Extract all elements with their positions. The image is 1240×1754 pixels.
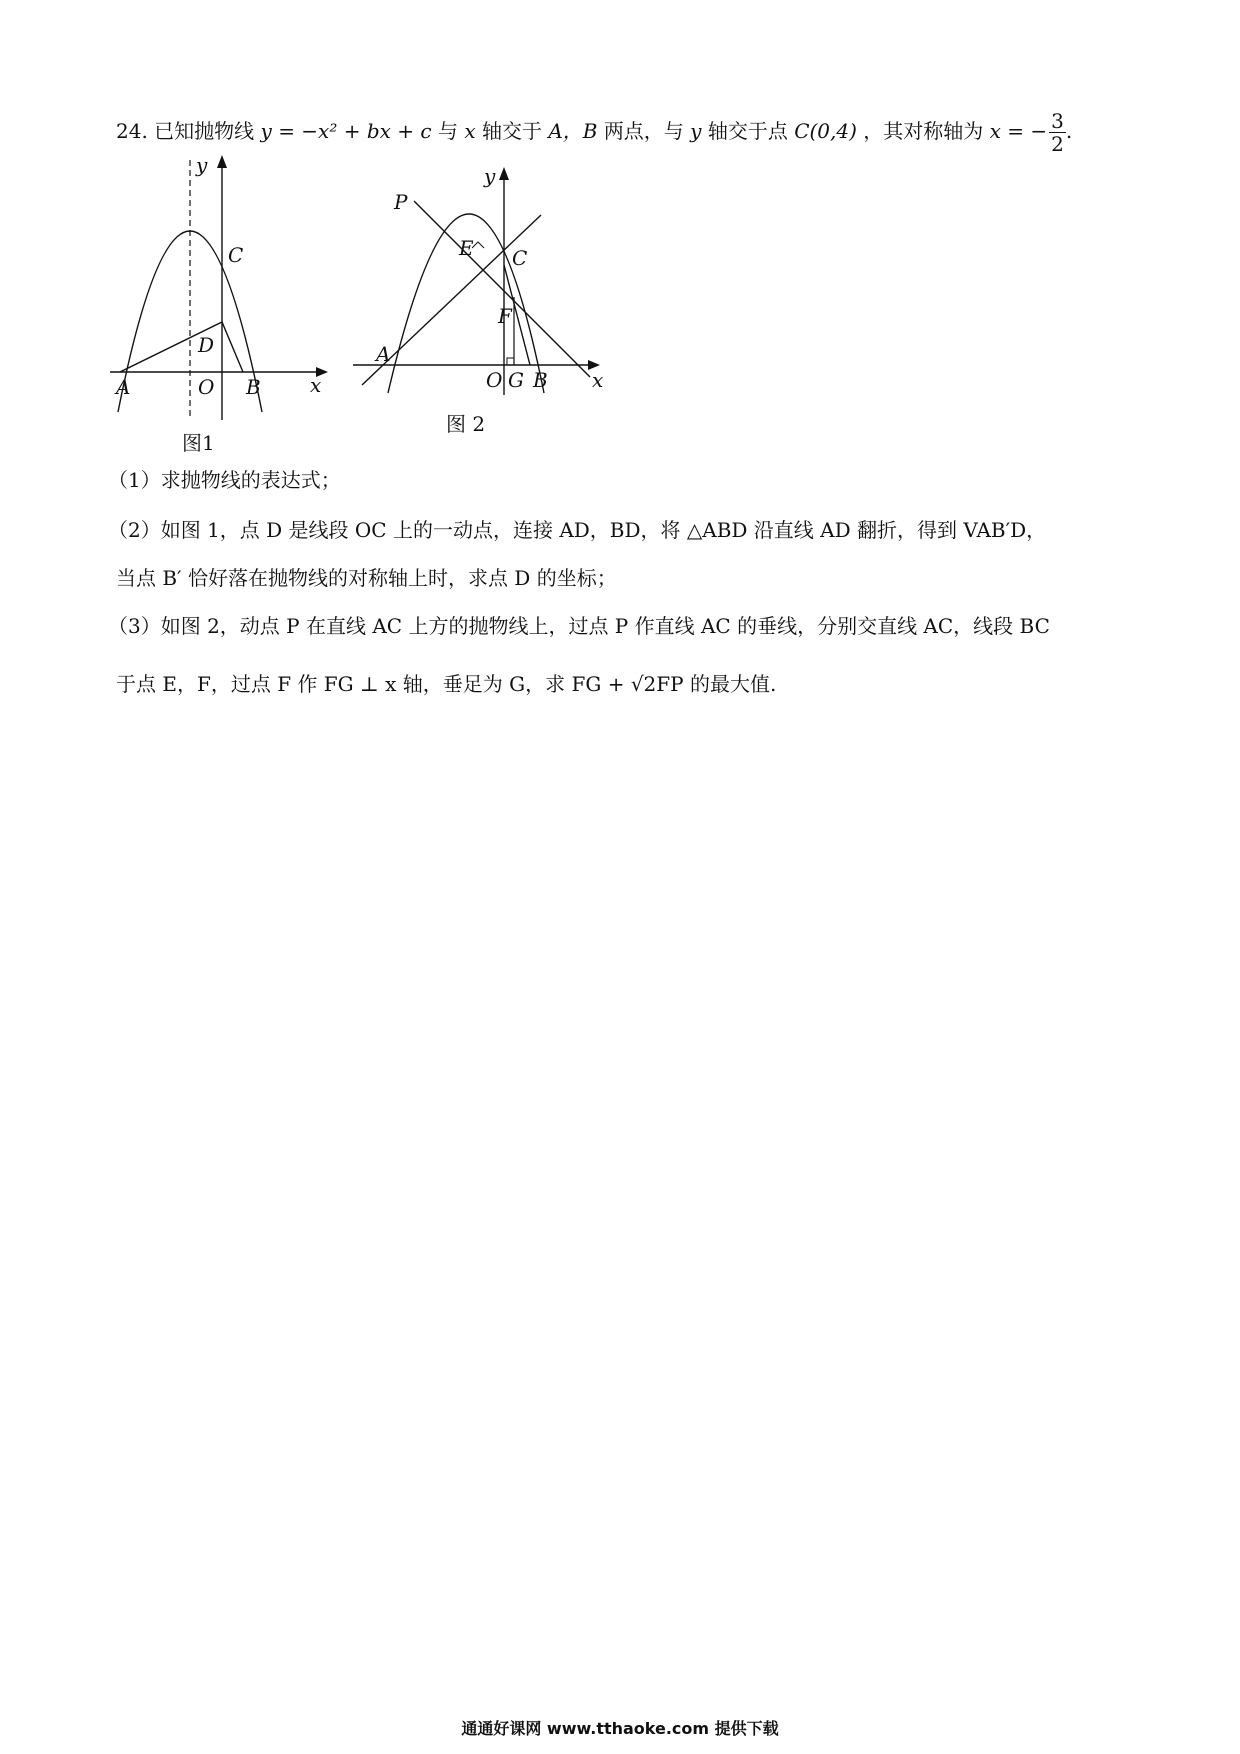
axis-lhs: x = − [989, 119, 1048, 143]
fig1-label-o: O [198, 375, 215, 399]
question-3-line-1: （3）如图 2，动点 P 在直线 AC 上方的抛物线上，过点 P 作直线 AC 的垂线，分别交直线 AC，线段 BC [108, 614, 1050, 638]
fig2-label-o: O [486, 368, 503, 392]
fig2-label-x: x [592, 368, 604, 392]
fig1-caption: 图1 [182, 431, 215, 455]
fig2-label-y: y [484, 165, 496, 188]
footer-text: 通通好课网 www.tthaoke.com 提供下载 [461, 1719, 779, 1738]
intro-text: 与 [437, 119, 458, 143]
figure-2 [348, 165, 618, 455]
intro-text: 两点，与 [603, 119, 684, 143]
problem-statement [116, 110, 1072, 155]
intro-text: 轴交于点 [707, 119, 788, 143]
fig1-y-arrow [217, 155, 227, 168]
fig1-label-x: x [310, 373, 322, 397]
intro-text: 轴交于 [481, 119, 542, 143]
point-c: C(0,4) [794, 119, 857, 143]
intro-text: 已知抛物线 [154, 119, 255, 143]
points-ab: A，B [548, 119, 598, 143]
question-1: （1）求抛物线的表达式； [108, 468, 341, 492]
fig2-label-b: B [533, 368, 548, 392]
parabola-equation: y = −x² + bx + c [260, 119, 432, 143]
fig2-label-c: C [512, 246, 528, 270]
fig2-label-a: A [376, 342, 391, 366]
question-2-line-1: （2）如图 1，点 D 是线段 OC 上的一动点，连接 AD，BD，将 △ABD 沿直线 AD 翻折，得到 VAB′D， [108, 518, 1047, 542]
fig2-right-angle-e [472, 242, 484, 248]
axis-fraction [1049, 110, 1066, 155]
question-3-line-2: 于点 E，F，过点 F 作 FG ⊥ x 轴，垂足为 G，求 FG + √2FP 的最大值. [116, 672, 777, 696]
fig2-y-arrow [499, 167, 509, 180]
intro-text: ，其对称轴为 [863, 119, 984, 143]
fig1-label-y: y [196, 153, 208, 177]
y-variable: y [690, 119, 702, 143]
fig1-label-d: D [198, 333, 215, 357]
fig2-label-p: P [394, 190, 408, 214]
question-2-line-2: 当点 B′ 恰好落在抛物线的对称轴上时，求点 D 的坐标； [116, 566, 617, 590]
fig1-segments-ad-db [120, 322, 243, 372]
figure-1 [100, 150, 340, 460]
fig1-label-c: C [228, 243, 244, 267]
fraction-denominator: 2 [1051, 132, 1064, 156]
fig2-label-g: G [508, 368, 524, 392]
fig2-label-e: E [459, 236, 474, 260]
fig2-caption: 图 2 [446, 412, 486, 436]
fig1-label-b: B [246, 375, 261, 399]
problem-number: 24. [116, 119, 148, 143]
fig2-line-pe [414, 201, 590, 377]
x-variable: x [464, 119, 476, 143]
fraction-numerator: 3 [1051, 109, 1064, 133]
fig1-label-a: A [116, 375, 131, 399]
period: . [1065, 119, 1073, 143]
fig2-right-angle-g [507, 358, 514, 365]
fig2-label-f: F [498, 304, 512, 328]
